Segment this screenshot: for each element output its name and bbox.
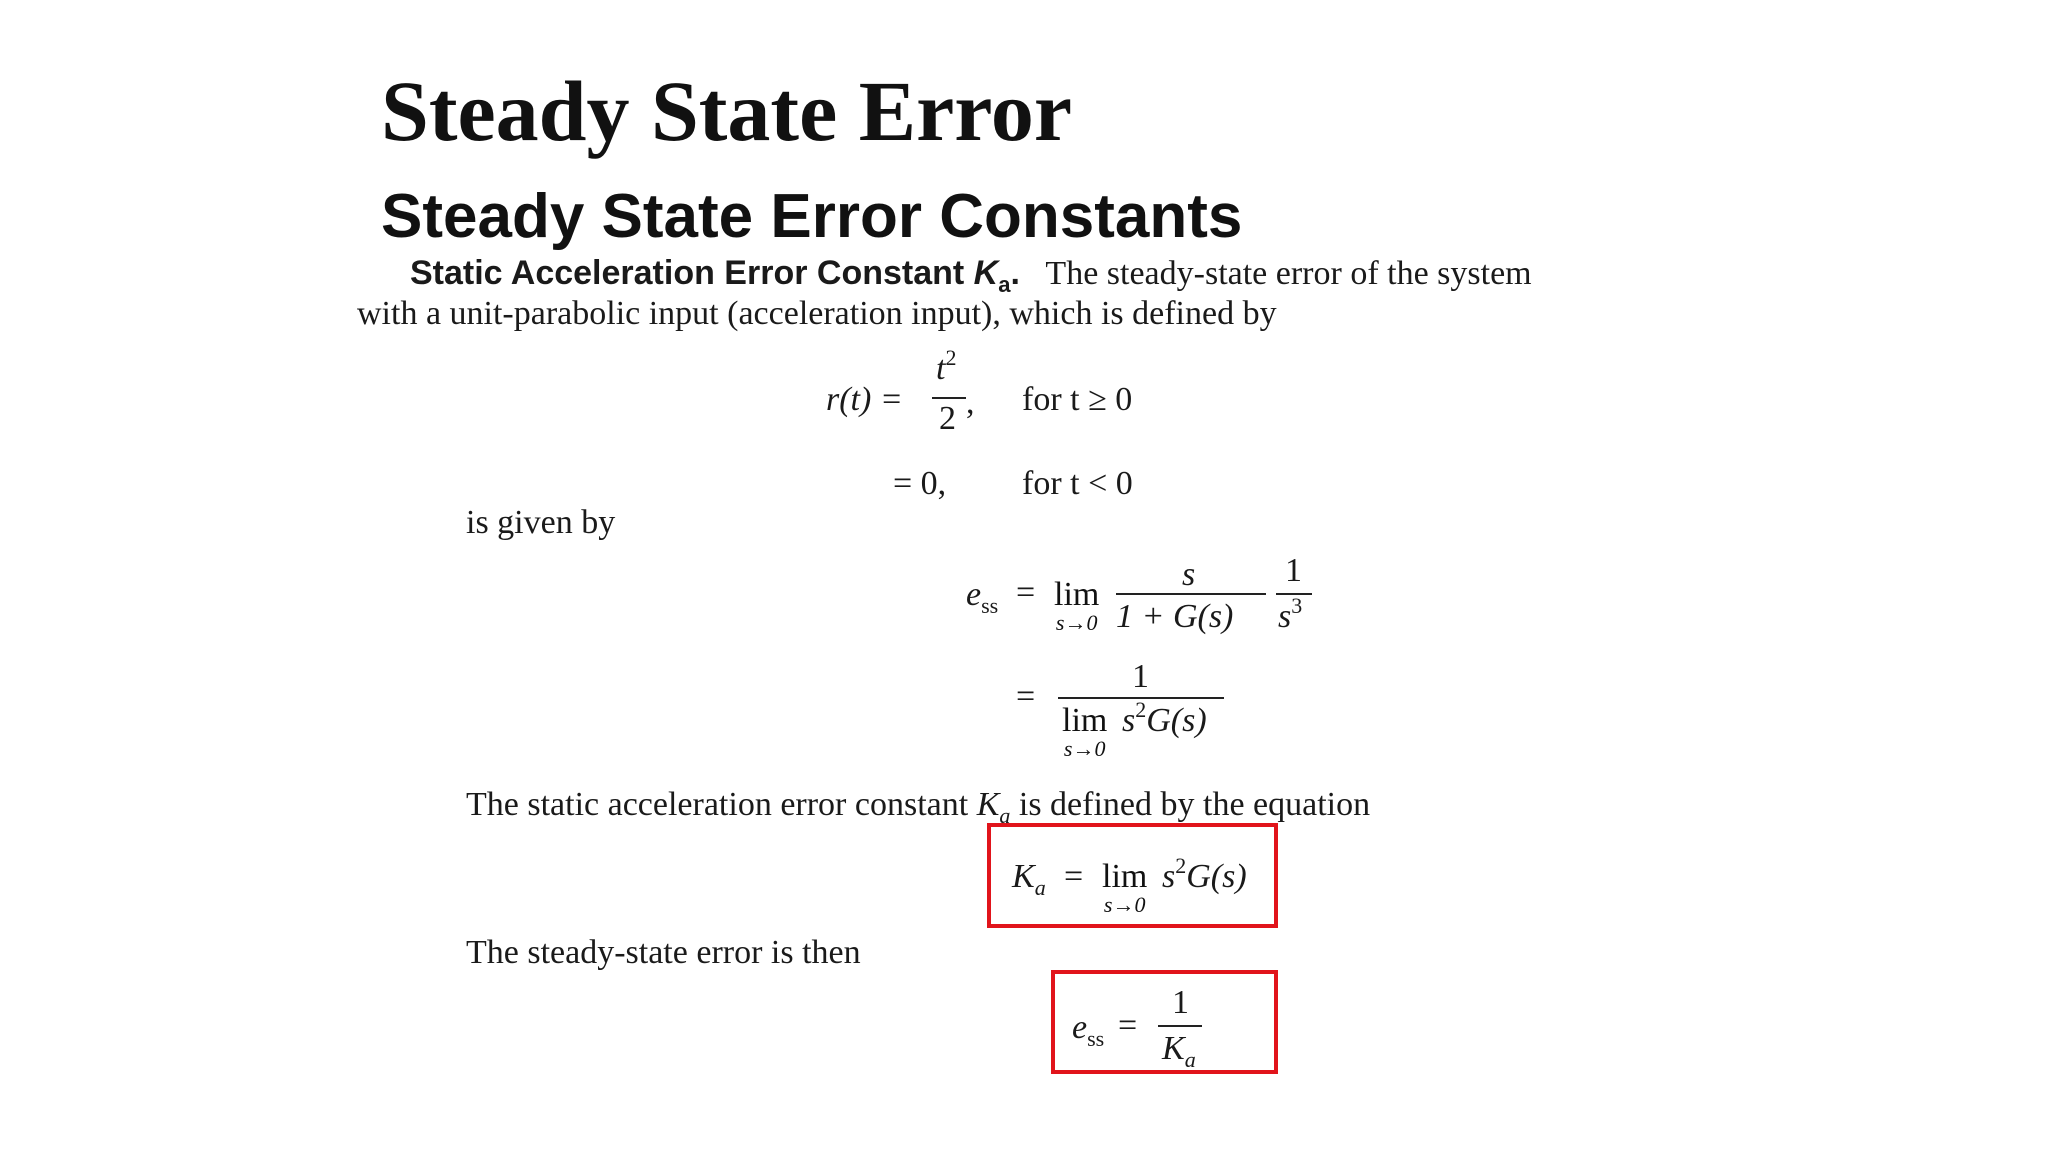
ka-formula-rhs: $s^2G(s)$ xyxy=(1162,853,1247,895)
ess-fraction-1-bar xyxy=(1116,593,1266,595)
input-def-cond-1: for t ≥ 0 xyxy=(1022,381,1133,418)
intro-line-1-rest: The steady-state error of the system xyxy=(1045,255,1532,292)
input-def-row-2: = 0, xyxy=(893,465,947,502)
input-def-comma: , xyxy=(966,384,975,421)
slide-title: Steady State Error xyxy=(381,63,1073,159)
ka-formula-lhs: $K_a$ xyxy=(1012,858,1046,900)
ess-final-bar xyxy=(1158,1025,1202,1027)
ess-equals: = xyxy=(1016,574,1036,611)
input-def-denominator: 2 xyxy=(939,400,956,437)
input-def-numerator: $t^2$ xyxy=(936,345,957,387)
ess-fraction-2-den: $s^3$ xyxy=(1278,593,1303,635)
ka-formula-equals: = xyxy=(1064,858,1084,895)
input-def-lhs: r(t) = xyxy=(826,381,903,418)
slide-subtitle: Steady State Error Constants xyxy=(381,182,1243,251)
intro-line-1 xyxy=(410,254,1532,297)
intro-line-2: with a unit-parabolic input (acceleration input), which is defined by xyxy=(357,295,1277,332)
ess-fraction-2-num: 1 xyxy=(1285,552,1302,589)
ess-fraction-3-num: 1 xyxy=(1132,658,1149,695)
ess-then-text: The steady-state error is then xyxy=(466,934,861,971)
ess-fraction-3-den-limit: lim s→0 xyxy=(1062,702,1108,761)
ess-final-equals: = xyxy=(1118,1007,1138,1044)
ess-fraction-3-den-rest: $s^2G(s)$ xyxy=(1122,697,1207,739)
ess-equals-2: = xyxy=(1016,678,1036,715)
ess-fraction-1-den: 1 + G(s) xyxy=(1116,598,1234,635)
ess-final-lhs: $e_{ss}$ xyxy=(1072,1009,1105,1051)
input-def-cond-2: for t < 0 xyxy=(1022,465,1133,502)
ess-limit: lim s→0 xyxy=(1054,576,1100,635)
given-by-text: is given by xyxy=(466,504,616,541)
ess-final-den: $K_a$ xyxy=(1162,1030,1196,1072)
intro-heading: Static Acceleration Error Constant $K_a$. xyxy=(410,254,1020,297)
input-def-fraction-bar xyxy=(932,397,966,399)
ka-statement: The static acceleration error constant $K_a$ is defined by the equation xyxy=(466,786,1371,828)
ess-final-num: 1 xyxy=(1172,984,1189,1021)
ess-fraction-1-num: s xyxy=(1182,556,1196,593)
ka-formula-limit: lim s→0 xyxy=(1102,858,1148,917)
ess-lhs: $e_{ss}$ xyxy=(966,576,999,618)
